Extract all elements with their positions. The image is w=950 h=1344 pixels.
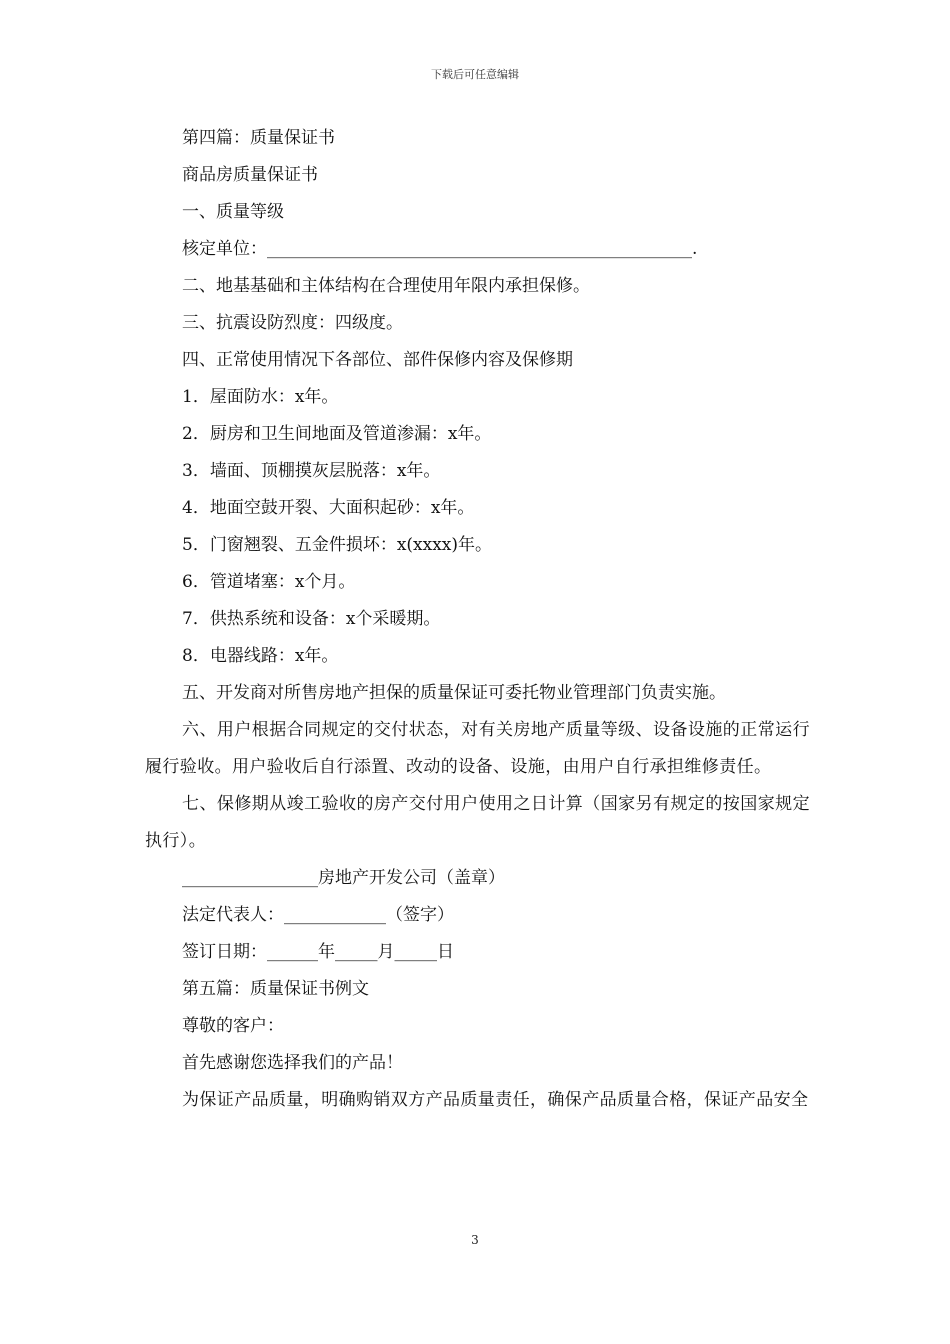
warranty-item-5: 5．门窗翘裂、五金件损坏：x(xxxx)年。 <box>182 535 493 555</box>
greeting: 尊敬的客户： <box>182 1016 284 1036</box>
item-foundation: 二、地基基础和主体结构在合理使用年限内承担保修。 <box>182 276 590 296</box>
warranty-item-6: 6．管道堵塞：x个月。 <box>182 572 356 592</box>
section4-title: 第四篇：质量保证书 <box>182 128 335 148</box>
warranty-item-4: 4．地面空鼓开裂、大面积起砂：x年。 <box>182 498 475 518</box>
warranty-item-1: 1．屋面防水：x年。 <box>182 387 339 407</box>
warranty-item-8: 8．电器线路：x年。 <box>182 646 339 666</box>
item-quality-grade: 一、质量等级 <box>182 202 284 222</box>
item-property-management: 五、开发商对所售房地产担保的质量保证可委托物业管理部门负责实施。 <box>182 683 726 703</box>
section5-title: 第五篇：质量保证书例文 <box>182 979 369 999</box>
page-number: 3 <box>471 1233 479 1247</box>
warranty-item-2: 2．厨房和卫生间地面及管道渗漏：x年。 <box>182 424 492 444</box>
item-seismic: 三、抗震设防烈度：四级度。 <box>182 313 403 333</box>
company-seal-line: ________________房地产开发公司（盖章） <box>182 868 505 888</box>
item-warranty-heading: 四、正常使用情况下各部位、部件保修内容及保修期 <box>182 350 573 370</box>
header-note: 下载后可任意编辑 <box>431 68 519 81</box>
document-body <box>145 120 810 1119</box>
document-subtitle: 商品房质量保证书 <box>182 165 318 185</box>
warranty-item-3: 3．墙面、顶棚摸灰层脱落：x年。 <box>182 461 441 481</box>
paragraph-quality-assurance: 为保证产品质量，明确购销双方产品质量责任，确保产品质量合格，保证产品安全 <box>182 1090 809 1110</box>
thanks-line: 首先感谢您选择我们的产品！ <box>182 1053 403 1073</box>
paragraph-acceptance: 六、用户根据合同规定的交付状态，对有关房地产质量等级、设备设施的正常运行履行验收。用户验收后自行添置、改动的设备、设施，由用户自行承担维修责任。 <box>145 720 810 777</box>
warranty-item-7: 7．供热系统和设备：x个采暖期。 <box>182 609 441 629</box>
paragraph-warranty-start: 七、保修期从竣工验收的房产交付用户使用之日计算（国家另有规定的按国家规定执行）。 <box>145 794 810 851</box>
legal-representative-line: 法定代表人：____________（签字） <box>182 905 454 925</box>
certifying-unit-line: 核定单位：__________________________________________________. <box>182 239 698 259</box>
signing-date-line: 签订日期：______年_____月_____日 <box>182 942 454 962</box>
